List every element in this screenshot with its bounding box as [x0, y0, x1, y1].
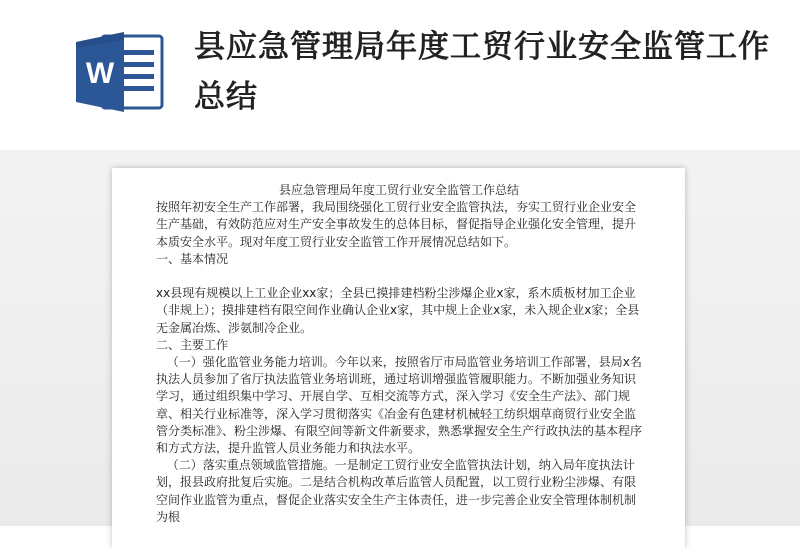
word-icon-letter: W [85, 57, 115, 90]
paragraph-training: （一）强化监管业务能力培训。今年以来，按照省厅市局监管业务培训工作部署，县局x名执法人员参加了省厅执法监管业务培训班，通过培训增强监管履职能力。不断加强业务知识学习，通过组织集中学习、开展自学、互相交流等方式，深入学习《安全生产法》、部门规章、相关行业标准等，深入学习贯彻落实《冶金有色建材机械轻工纺织烟草商贸行业安全监管分类标准》、粉尘涉爆、有限空间等新文件新要求，熟悉掌握安全生产行政执法的基本程序和方式方法，提升监管人员业务能力和执法水平。 [156, 355, 643, 456]
document-page [112, 168, 685, 548]
document-title: 县应急管理局年度工贸行业安全监管工作总结 [278, 183, 519, 197]
section-heading-basic: 一、基本情况 [156, 251, 229, 266]
section-heading-main-work: 二、主要工作 [156, 337, 229, 352]
blank-line [156, 268, 642, 285]
word-document-icon [72, 30, 168, 114]
paragraph-key-measures: （二）落实重点领域监管措施。一是制定工贸行业安全监管执法计划，纳入局年度执法计划，报县政府批复后实施。二是结合机构改革后监管人员配置，以工贸行业粉尘涉爆、有限空间作业监管为重点，督促企业落实安全生产主体责任，进一步完善企业安全管理体制机制为根 [156, 458, 637, 524]
page-title: 县应急管理局年度工贸行业安全监管工作总结 [194, 29, 770, 115]
paragraph-basic-info: xx县现有规模以上工业企业xx家；全县已摸排建档粉尘涉爆企业x家，系木质板材加工企业（非规上）；摸排建档有限空间作业确认企业x家，其中规上企业x家，未入规企业x家；全县无金属冶炼、涉氨制冷企业。 [156, 286, 640, 335]
header-banner [0, 0, 800, 150]
document-body [156, 182, 642, 526]
paragraph-intro: 按照年初安全生产工作部署，我局围绕强化工贸行业安全监管执法，夯实工贸行业企业安全生产基础，有效防范应对生产安全事故发生的总体目标，督促指导企业强化安全管理，提升本质安全水平。现对年度工贸行业安全监管工作开展情况总结如下。 [156, 200, 637, 249]
